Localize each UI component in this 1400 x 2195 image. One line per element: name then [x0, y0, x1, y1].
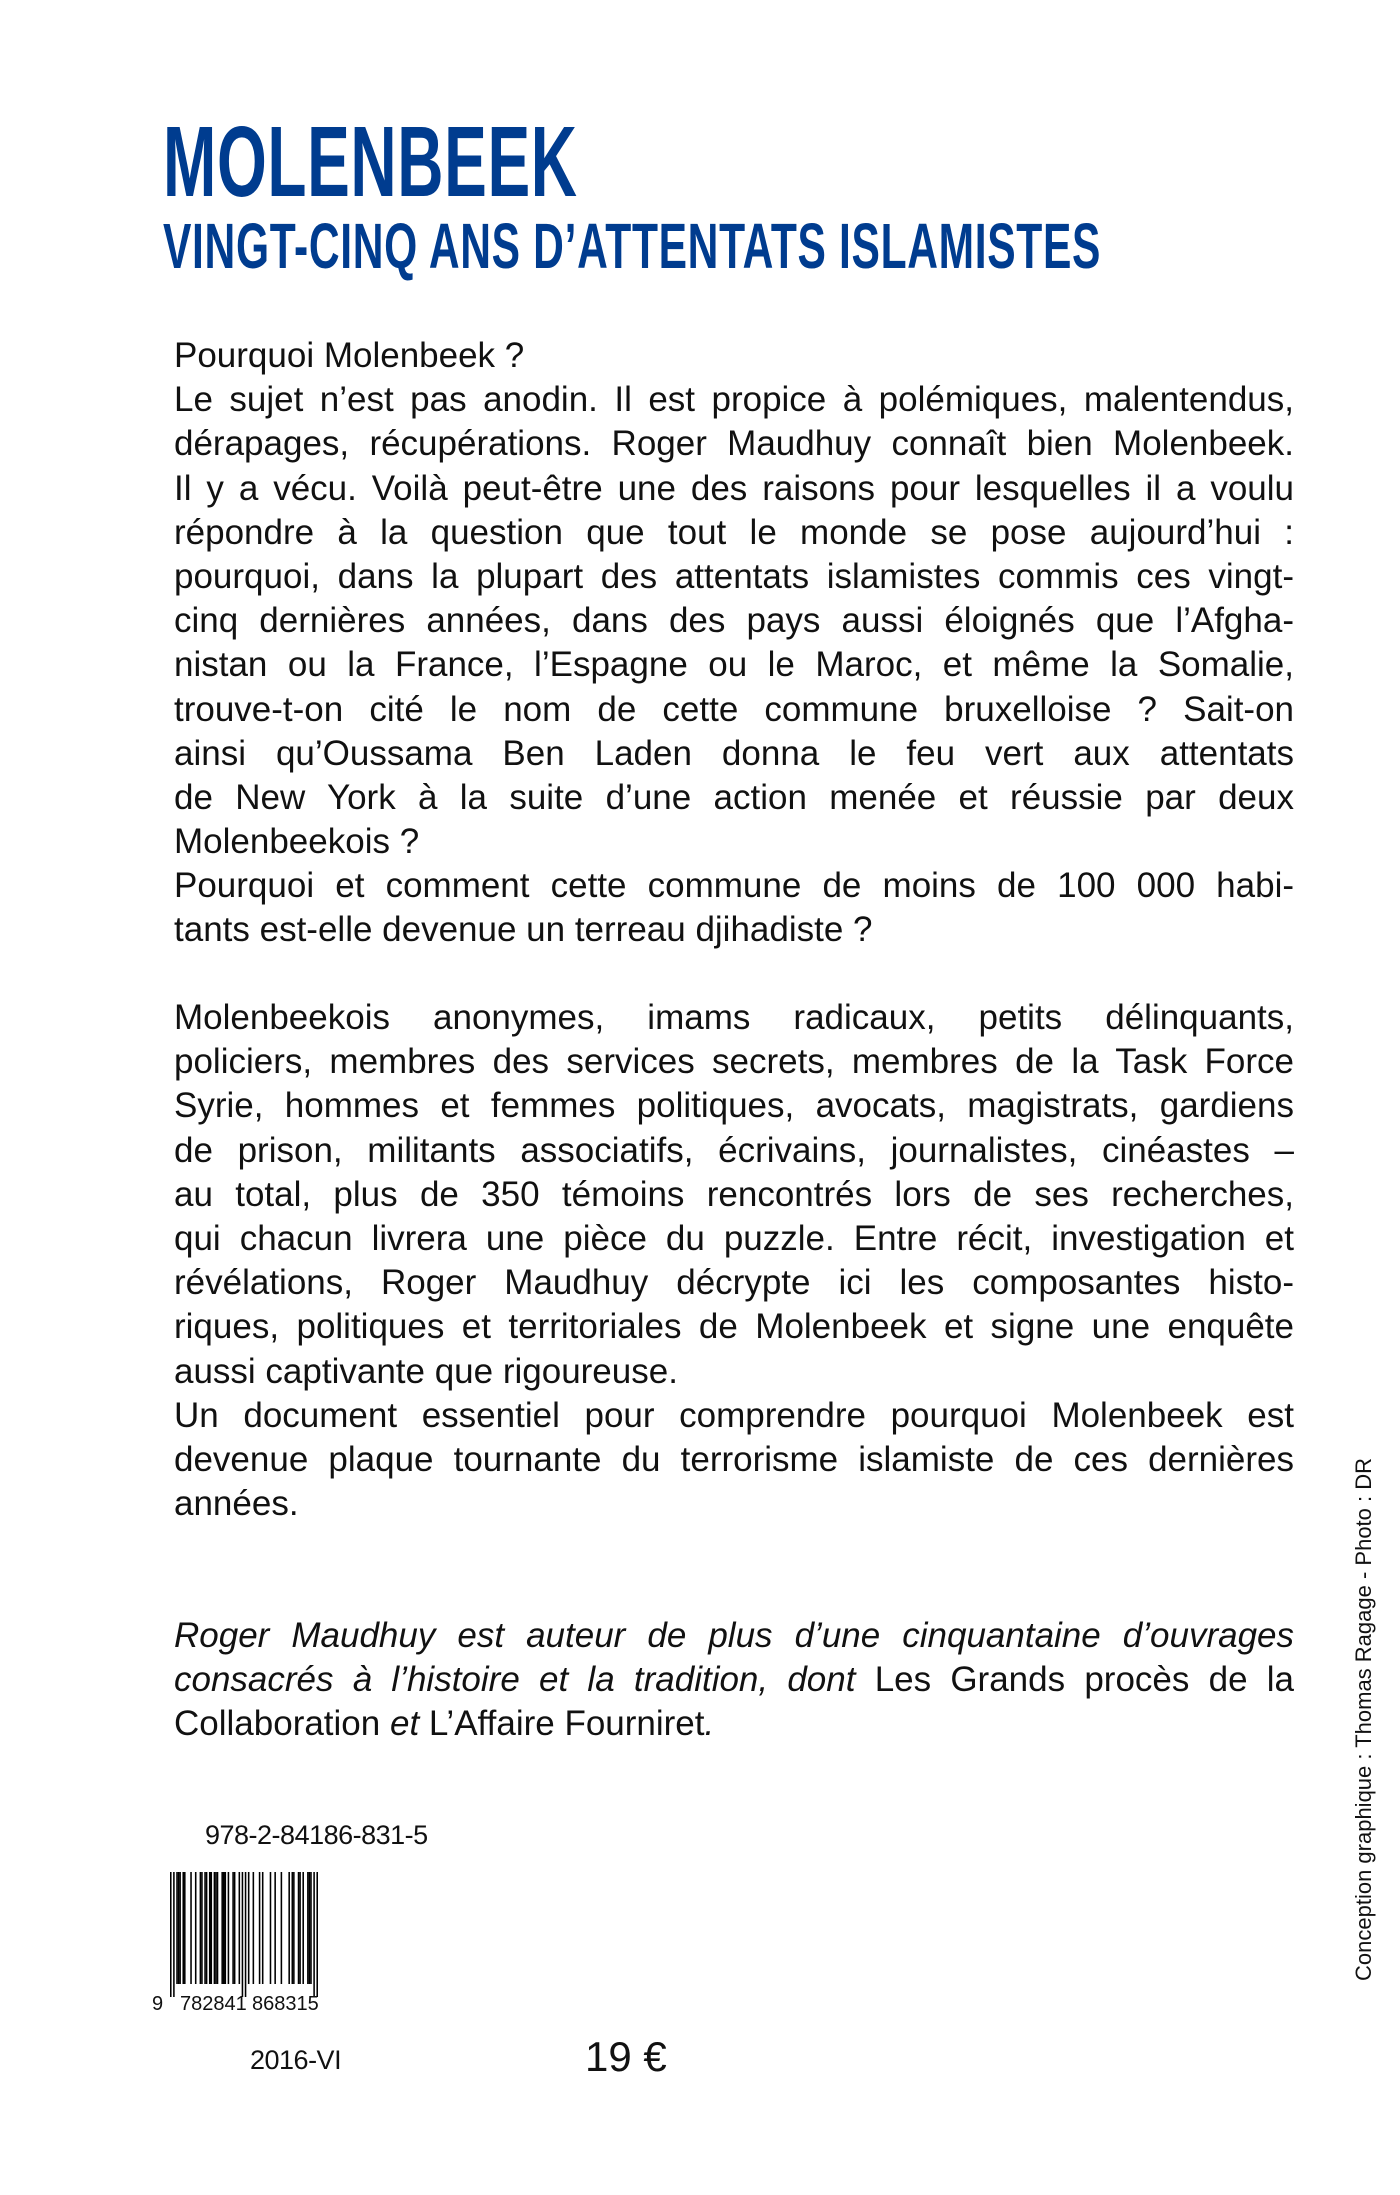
- edition-code: 2016-VI: [250, 2045, 342, 2075]
- barcode-bar: [262, 1872, 264, 1984]
- book-subtitle: VINGT-CINQ ANS D’ATTENTATS ISLAMISTES: [163, 210, 1102, 282]
- barcode-bar: [176, 1872, 178, 1984]
- barcode-bar: [248, 1872, 250, 1984]
- barcode-bar: [225, 1872, 227, 1984]
- barcode-bar: [281, 1872, 283, 1984]
- barcode-bar: [274, 1872, 276, 1984]
- barcode-bar: [313, 1872, 315, 1997]
- barcode-bar: [245, 1872, 247, 1997]
- text-line: au total, plus de 350 témoins rencontrés lors de ses recherches,: [174, 1174, 1294, 1214]
- bio-line: [174, 1658, 1294, 1702]
- barcode-bar: [214, 1872, 216, 1984]
- text-line: tants est-elle devenue un terreau djihadiste ?: [174, 910, 873, 950]
- barcode-bar: [190, 1872, 192, 1984]
- barcode-bar: [206, 1872, 208, 1984]
- barcode-bar: [173, 1872, 175, 1997]
- isbn-text: 978-2-84186-831-5: [205, 1820, 428, 1850]
- barcode-bar: [170, 1872, 172, 1997]
- barcode-bar: [270, 1872, 272, 1984]
- text-line: nistan ou la France, l’Espagne ou le Maroc, et même la Somalie,: [174, 645, 1294, 685]
- barcode-bar: [195, 1872, 197, 1984]
- barcode-bar: [242, 1872, 244, 1997]
- barcode-bar: [215, 1872, 217, 1984]
- text-line: aussi captivante que rigoureuse.: [174, 1351, 678, 1391]
- bio-text-italic: consacrés à l’histoire et la tradition, dont: [174, 1660, 875, 1700]
- barcode-bar: [259, 1872, 261, 1984]
- barcode-bar: [292, 1872, 294, 1984]
- bio-text-italic: .: [704, 1704, 715, 1744]
- barcode-bar: [234, 1872, 236, 1984]
- text-line: Le sujet n’est pas anodin. Il est propice à polémiques, malentendus,: [174, 380, 1294, 420]
- text-line: riques, politiques et territoriales de Molenbeek et signe une enquête: [174, 1307, 1294, 1347]
- author-bio: [174, 1614, 1294, 1747]
- text-line: révélations, Roger Maudhuy décrypte ici les composantes histo-: [174, 1263, 1294, 1303]
- barcode-bar: [232, 1872, 234, 1984]
- barcode-bar: [182, 1872, 184, 1984]
- barcode-bar: [223, 1872, 225, 1984]
- text-line: policiers, membres des services secrets, membres de la Task Force: [174, 1042, 1294, 1082]
- book-reference: L’Affaire Fourniret: [428, 1704, 705, 1744]
- barcode-bar: [299, 1872, 301, 1984]
- barcode-bar: [293, 1872, 295, 1984]
- text-line: Molenbeekois anonymes, imams radicaux, petits délinquants,: [174, 998, 1294, 1037]
- barcode-bar: [310, 1872, 312, 1984]
- text-line: de New York à la suite d’une action menée et réussie par deux: [174, 777, 1294, 817]
- barcode-bar: [200, 1872, 202, 1984]
- barcode-bar: [201, 1872, 203, 1984]
- barcode-bar: [179, 1872, 181, 1984]
- text-line: ainsi qu’Oussama Ben Laden donna le feu vert aux attentats: [174, 733, 1294, 773]
- text-line: Un document essentiel pour comprendre pourquoi Molenbeek est: [174, 1395, 1294, 1435]
- text-line: Molenbeekois ?: [174, 822, 420, 862]
- barcode-bar: [209, 1872, 211, 1984]
- text-line: cinq dernières années, dans des pays aussi éloignés que l’Afgha-: [174, 601, 1294, 641]
- text-line: Syrie, hommes et femmes politiques, avocats, magistrats, gardiens: [174, 1086, 1294, 1126]
- barcode-bar: [184, 1872, 186, 1984]
- bio-line: Roger Maudhuy est auteur de plus d’une cinquantaine d’ouvrages: [174, 1616, 1294, 1655]
- book-reference: Les Grands procès de la: [874, 1660, 1294, 1700]
- book-title: MOLENBEEK: [163, 106, 578, 218]
- text-line: Pourquoi et comment cette commune de moins de 100 000 habi-: [174, 866, 1294, 906]
- text-line: Pourquoi Molenbeek ?: [174, 336, 525, 375]
- text-line: qui chacun livrera une pièce du puzzle. Entre récit, investigation et: [174, 1218, 1294, 1258]
- text-line: devenue plaque tournante du terrorisme islamiste de ces dernières: [174, 1439, 1294, 1479]
- barcode-bar: [302, 1872, 304, 1984]
- bio-text-italic: et: [380, 1704, 429, 1744]
- barcode-bar: [309, 1872, 311, 1984]
- text-line: trouve-t-on cité le nom de cette commune bruxelloise ? Sait-on: [174, 689, 1294, 729]
- text-line: répondre à la question que tout le monde se pose aujourd’hui :: [174, 512, 1294, 552]
- barcode-bar: [316, 1872, 318, 1997]
- barcode-first-digit: 9: [152, 1993, 164, 2015]
- barcode-bar: [178, 1872, 180, 1984]
- barcode-bar: [298, 1872, 300, 1984]
- barcode-bar: [211, 1872, 213, 1984]
- barcode-bar: [239, 1872, 241, 1984]
- text-line: pourquoi, dans la plupart des attentats islamistes commis ces vingt-: [174, 556, 1294, 596]
- barcode-right-digits: 868315: [252, 1993, 319, 2015]
- blurb-paragraph-1: [174, 334, 1294, 953]
- book-reference: Collaboration: [174, 1704, 381, 1744]
- barcode-bar: [217, 1872, 219, 1984]
- text-line: de prison, militants associatifs, écrivains, journalistes, cinéastes –: [174, 1130, 1294, 1170]
- barcode-bar: [253, 1872, 255, 1984]
- text-line: Il y a vécu. Voilà peut-être une des raisons pour lesquelles il a voulu: [174, 468, 1294, 508]
- price: 19 €: [585, 2033, 667, 2080]
- text-line: dérapages, récupérations. Roger Maudhuy connaît bien Molenbeek.: [174, 424, 1294, 464]
- barcode-bar: [204, 1872, 206, 1984]
- barcode-bar: [307, 1872, 309, 1984]
- text-line: années.: [174, 1484, 299, 1524]
- barcode-bar: [221, 1872, 223, 1984]
- barcode-bar: [288, 1872, 290, 1984]
- barcode-bar: [228, 1872, 230, 1984]
- bio-line: [174, 1702, 1294, 1746]
- blurb-paragraph-2: [174, 996, 1294, 1526]
- credits-text: Conception graphique : Thomas Ragage - Photo : DR: [1351, 1457, 1376, 1981]
- barcode-left-digits: 782841: [180, 1993, 247, 2015]
